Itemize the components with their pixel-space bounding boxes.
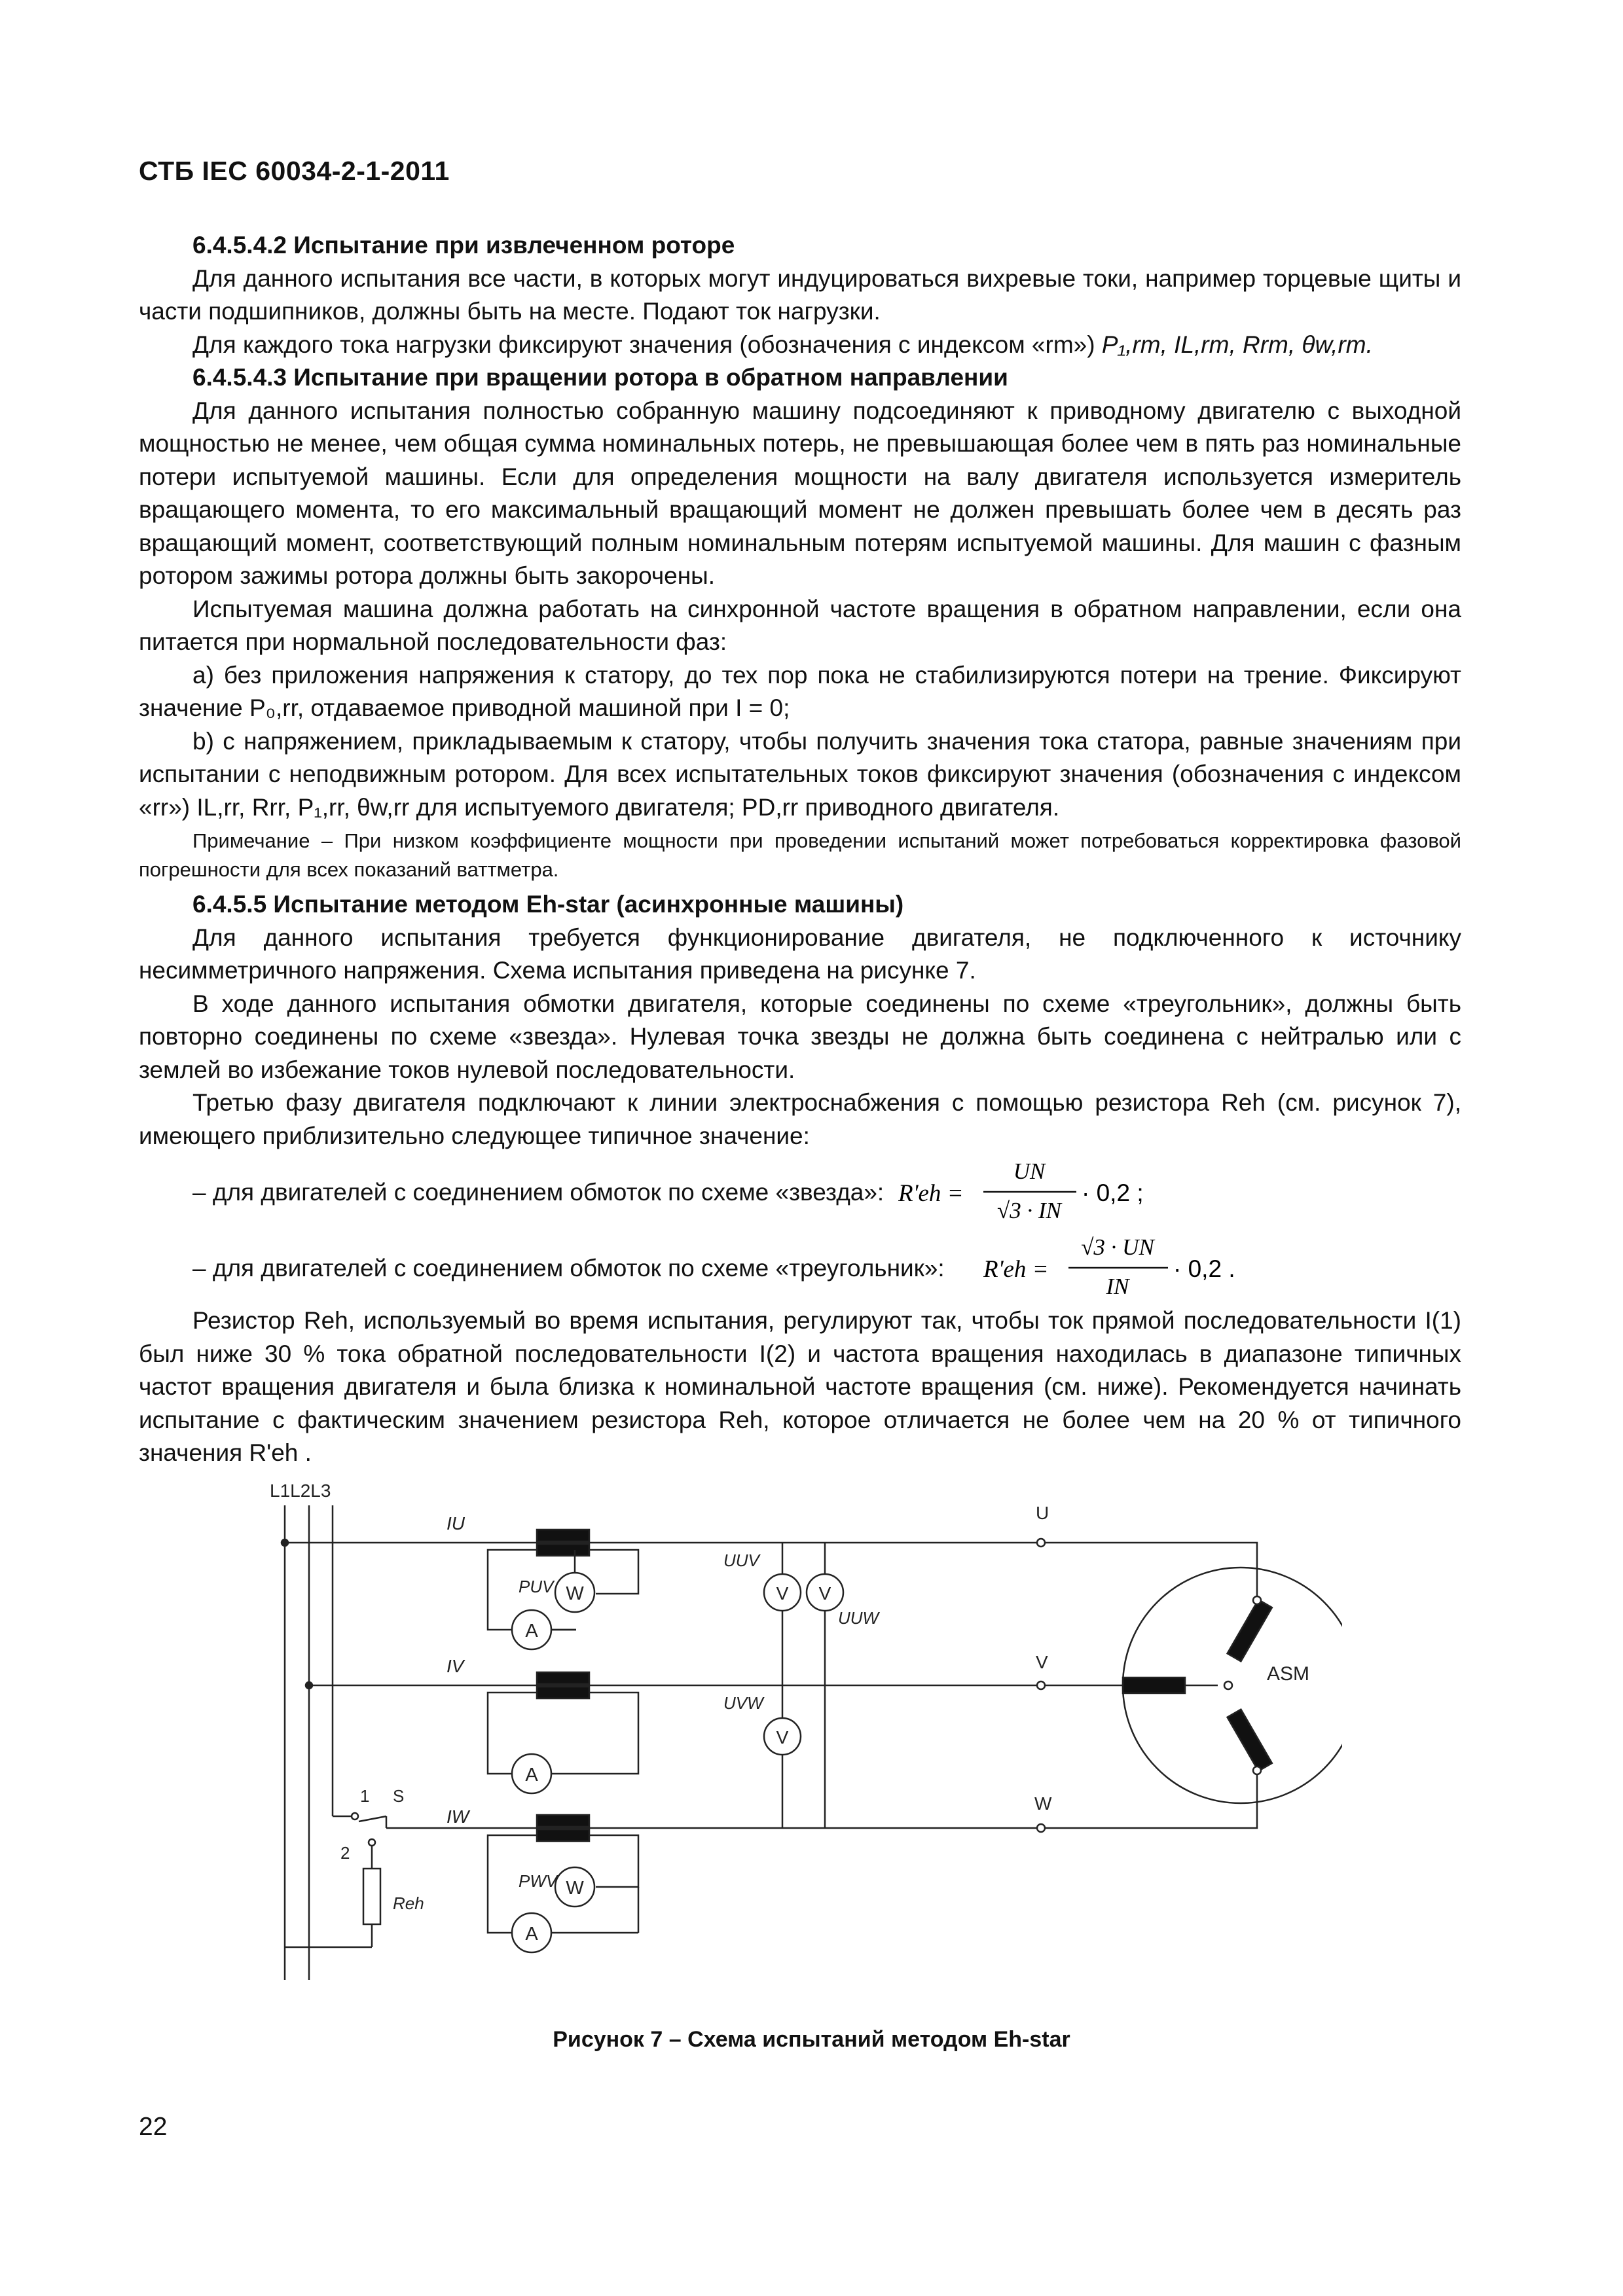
formula-delta-expression (983, 1229, 1324, 1304)
junction-dot (306, 1682, 312, 1689)
label-uuv: UUV (723, 1551, 759, 1570)
terminal-u-label: U (1036, 1503, 1049, 1523)
current-coil (537, 1815, 589, 1827)
paragraph: В ходе данного испытания обмотки двигателя, которые соединены по схеме «треугольник», должны быть повторно соединены по схеме «звезда». Нулевая точка звезды не должна быть соединена с нейтралью или с землей во избежание токов нулевой последовательности. (139, 990, 1461, 1083)
switch-contact-2 (369, 1839, 375, 1846)
formula-star-expression (898, 1153, 1226, 1229)
switch-contact-1 (352, 1813, 358, 1820)
formula-tail: · 0,2 ; (1082, 1179, 1144, 1206)
ammeter-loop (551, 1693, 638, 1774)
formula-lhs: R'eh = (983, 1256, 1049, 1283)
paragraph: Третью фазу двигателя подключают к линии электроснабжения с помощью резистора Reh (см. рисунок 7), имеющего приблизительно следующее типичное значение: (139, 1089, 1461, 1149)
label-pwv: PWV (519, 1871, 558, 1891)
formula-denominator: √3 · IN (997, 1198, 1061, 1223)
switch-pos-2: 2 (340, 1843, 350, 1863)
meter-label: A (525, 1765, 538, 1785)
label-iw: IW (447, 1806, 469, 1827)
winding-u (1228, 1600, 1272, 1661)
standard-header: СТБ IEC 60034-2-1-2011 (139, 156, 450, 186)
section-heading-6-4-5-5: 6.4.5.5 Испытание методом Eh-star (асинхронные машины) (192, 891, 904, 918)
meter-label: V (776, 1727, 789, 1748)
formula-numerator: √3 · UN (1081, 1234, 1154, 1260)
meter-label: A (525, 1924, 538, 1945)
wattmeter-loop (589, 1550, 638, 1594)
switch-blade (359, 1816, 386, 1821)
label-uuw: UUW (838, 1608, 879, 1628)
formula-star (139, 1153, 1461, 1229)
current-coil (537, 1829, 589, 1841)
wire (1045, 1770, 1257, 1828)
motor-terminal (1253, 1767, 1261, 1774)
list-item-b: b) с напряжением, прикладываемым к статору, чтобы получить значения тока статора, равные значениям при испытании с неподвижным ротором. Для всех испытательных токов фиксируют значения (обозначения с индексом «rr») IL,rr, Rrr, P₁,rr, θw,rr для испытуемого двигателя; PD,rr приводного двигателя. (139, 727, 1461, 821)
meter-label: W (566, 1583, 584, 1604)
label-puv: PUV (519, 1577, 554, 1596)
switch-pos-1: 1 (360, 1786, 370, 1806)
formula-lead: – для двигателей с соединением обмоток по схеме «треугольник»: (192, 1255, 945, 1282)
current-coil (537, 1687, 589, 1698)
paragraph (139, 329, 1461, 362)
current-coil (537, 1530, 589, 1541)
label-reh: Reh (393, 1893, 424, 1913)
winding-v (1123, 1677, 1185, 1693)
section-heading-6-4-5-4-2: 6.4.5.4.2 Испытание при извлеченном роторе (192, 232, 735, 259)
paragraph: Для данного испытания все части, в которых могут индуцироваться вихревые токи, например торцевые щиты и части подшипников, должны быть на месте. Подают ток нагрузки. (139, 264, 1461, 325)
figure-caption: Рисунок 7 – Схема испытаний методом Eh-star (553, 2027, 1070, 2052)
paragraph: Для данного испытания полностью собранную машину подсоединяют к приводному двигателю с выходной мощностью не менее, чем общая сумма номинальных потерь, не превышающая более чем в пять раз номинальные потери испытуемой машины. Если для определения мощности на валу двигателя используется измеритель вращающего момента, то его максимальный вращающий момент не должен превышать более чем в десять раз вращающий момент, соответствующий полным номинальным потерям испытуемой машины. Для машин с фазным ротором зажимы ротора должны быть закорочены. (139, 397, 1461, 589)
terminal-u (1037, 1539, 1045, 1547)
motor-terminal (1253, 1596, 1261, 1604)
motor-label: ASM (1267, 1663, 1310, 1685)
section-heading-6-4-5-4-3: 6.4.5.4.3 Испытание при вращении ротора в обратном направлении (192, 364, 1008, 391)
terminal-w (1037, 1824, 1045, 1832)
note: Примечание – При низком коэффициенте мощности при проведении испытаний может потребоваться корректировка фазовой погрешности для всех показаний ваттметра. (139, 829, 1461, 881)
figure-7-circuit-diagram (262, 1476, 1342, 1986)
winding-w (1228, 1710, 1272, 1771)
voltage-coil (537, 1544, 589, 1556)
wattmeter-loop (589, 1835, 638, 1887)
terminal-w-label: W (1034, 1793, 1052, 1814)
resistor-reh (363, 1869, 380, 1924)
supply-lines-label: L1L2L3 (270, 1480, 331, 1501)
terminal-v-label: V (1036, 1652, 1048, 1672)
wire (1045, 1543, 1257, 1600)
switch-label-s: S (393, 1786, 405, 1806)
meter-label: V (776, 1583, 789, 1604)
paragraph: Испытуемая машина должна работать на синхронной частоте вращения в обратном направлении, если она питается при нормальной последовательности фаз: (139, 595, 1461, 655)
paragraph-text: Для каждого тока нагрузки фиксируют значения (обозначения с индексом «rm») (192, 331, 1095, 358)
formula-denominator: IN (1106, 1274, 1129, 1299)
formula-delta (139, 1229, 1461, 1304)
formula-lead: – для двигателей с соединением обмоток по схеме «звезда»: (192, 1179, 884, 1206)
list-item-a: a) без приложения напряжения к статору, до тех пор пока не стабилизируются потери на трение. Фиксируют значение P₀,rr, отдаваемое приводной машиной при I = 0; (139, 661, 1461, 721)
paragraph: Для данного испытания требуется функционирование двигателя, не подключенного к источнику несимметричного напряжения. Схема испытания приведена на рисунке 7. (139, 924, 1461, 984)
body-text (139, 229, 1461, 1470)
label-iv: IV (447, 1656, 464, 1676)
meter-label: W (566, 1878, 584, 1899)
meter-label: A (525, 1621, 538, 1641)
junction-dot (282, 1539, 288, 1546)
meter-label: V (818, 1583, 831, 1604)
star-point (1224, 1681, 1232, 1689)
page-number: 22 (139, 2113, 168, 2141)
paragraph: Резистор Reh, используемый во время испытания, регулируют так, чтобы ток прямой последовательности I(1) был ниже 30 % тока обратной последовательности I(2) и частота вращения находилась в диапазоне типичных частот вращения двигателя и была близка к номинальной частоте вращения (см. ниже). Рекомендуется начинать испытание с фактическим значением резистора Reh, которое отличается не более чем на 20 % от типичного значения R'eh . (139, 1307, 1461, 1466)
formula-numerator: UN (1013, 1158, 1046, 1184)
label-iu: IU (447, 1513, 465, 1534)
symbol-list: P₁,rm, IL,rm, Rrm, θw,rm. (1101, 331, 1373, 358)
current-coil (537, 1672, 589, 1684)
label-uvw: UVW (723, 1693, 763, 1713)
formula-lhs: R'eh = (898, 1180, 964, 1207)
terminal-v (1037, 1681, 1045, 1689)
formula-tail: · 0,2 . (1173, 1255, 1235, 1282)
